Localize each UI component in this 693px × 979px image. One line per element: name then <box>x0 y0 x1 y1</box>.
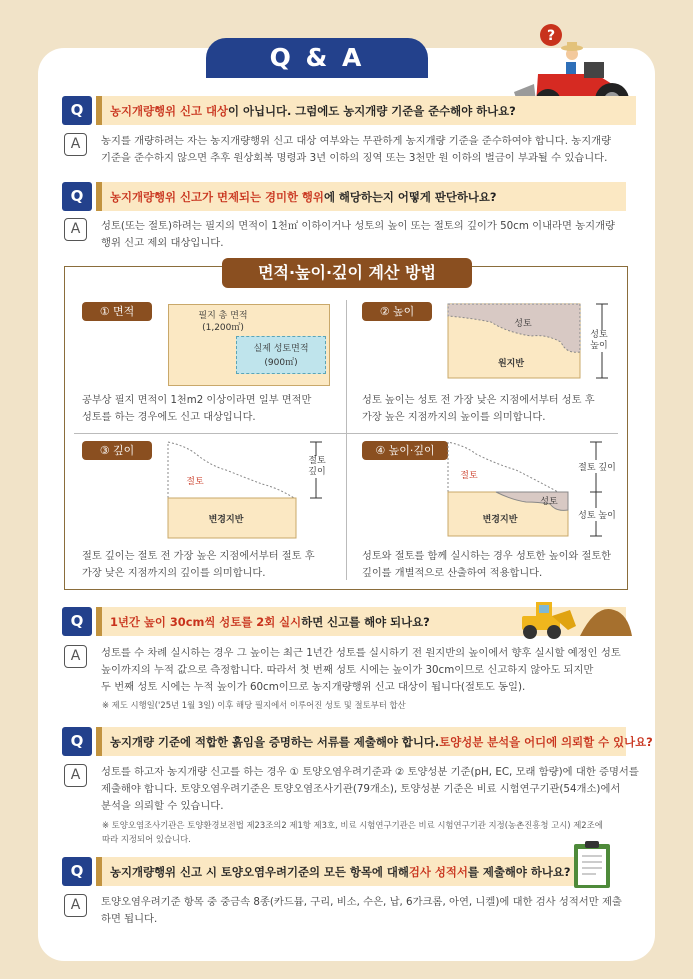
fill-height-measure: 성토 높이 <box>588 330 610 352</box>
a-badge: A <box>64 764 87 787</box>
a-badge: A <box>64 218 87 241</box>
panel-label-height: ② 높이 <box>362 302 432 321</box>
question-highlight: 1년간 높이 30cm씩 성토를 2회 실시 <box>110 614 302 629</box>
answer-line: 토양오염우려기준 항목 중 중금속 8종(카드뮴, 구리, 비소, 수은, 납, 6가크롬, 아연, 니켈)에 대한 검사 성적서만 제출 <box>101 896 622 908</box>
answer-line: 성토(또는 절토)하려는 필지의 면적이 1천㎡ 이하이거나 성토의 높이 또는 절토의 깊이가 50cm 이내라면 농지개량 <box>101 220 615 232</box>
answer-line: 높이까지의 누적 값으로 측정합니다. 따라서 첫 번째 성토 시에는 높이가 30cm이므로 신고하지 않아도 되지만 <box>101 664 594 676</box>
footnote: ※ 토양오염조사기관은 토양환경보전법 제23조의2 제1항 제3호, 비료 시험연구기관은 비료 시험연구기관 지정(농촌진흥청 고시) 제2조에 <box>102 820 603 830</box>
panel-description: 공부상 필지 면적이 1천m2 이상이라면 일부 면적만 <box>82 395 312 406</box>
depth-diagram <box>166 440 336 540</box>
divider <box>346 300 347 580</box>
total-area-value: (1,200㎡) <box>202 323 244 333</box>
question-text: 하면 신고를 해야 되나요? <box>301 614 430 629</box>
question-5 <box>62 857 586 886</box>
a-badge: A <box>64 133 87 156</box>
footnote: 따라 지정되어 있습니다. <box>102 834 191 844</box>
excavator-dirt-icon <box>510 596 632 640</box>
question-2 <box>62 182 626 211</box>
answer-3 <box>64 645 621 696</box>
fill-area-label: 실제 성토면적 <box>253 344 309 354</box>
question-highlight: 토양성분 분석을 어디에 의뢰할 수 있나요? <box>439 734 653 749</box>
clipboard-report-icon <box>572 840 612 890</box>
question-text: 농지개량 기준에 적합한 흙임을 증명하는 서류를 제출해야 합니다. <box>110 734 440 749</box>
answer-line: 기준을 준수하지 않으면 추후 원상회복 명령과 3년 이하의 징역 또는 3천만 원 이하의 벌금이 부과될 수 있습니다. <box>101 152 608 164</box>
answer-4 <box>64 764 639 815</box>
question-text: 농지개량행위 신고 시 토양오염우려기준의 모든 항목에 대해 <box>110 864 409 879</box>
divider <box>74 433 618 434</box>
fill-area-value: (900㎡) <box>264 358 298 368</box>
answer-line: 하면 됩니다. <box>101 913 158 925</box>
ground-label: 변경지반 <box>482 515 518 525</box>
q-badge: Q <box>62 182 92 211</box>
panel-description: 성토와 절토를 함께 실시하는 경우 성토한 높이와 절토한 <box>362 551 612 562</box>
fill-height-measure: 성토 높이 <box>574 508 620 521</box>
panel-description: 성토를 하는 경우에도 신고 대상입니다. <box>82 412 256 423</box>
a-badge: A <box>64 645 87 668</box>
panel-label-depth: ③ 깊이 <box>82 441 152 460</box>
q-badge: Q <box>62 607 92 636</box>
q-badge: Q <box>62 727 92 756</box>
svg-text:?: ? <box>546 28 556 44</box>
answer-line: 성토를 하고자 농지개량 신고를 하는 경우 ① 토양오염우려기준과 ② 토양성분 기준(pH, EC, 모래 함량)에 대한 증명서를 <box>101 766 639 778</box>
question-text: 에 해당하는지 어떻게 판단하나요? <box>323 189 497 204</box>
panel-description: 성토 높이는 성토 전 가장 낮은 지점에서부터 성토 후 <box>362 395 595 406</box>
panel-label-area: ① 면적 <box>82 302 152 321</box>
height-depth-diagram <box>446 440 626 540</box>
answer-2 <box>64 218 615 252</box>
answer-1 <box>64 133 611 167</box>
question-highlight: 농지개량행위 신고 대상 <box>110 103 228 118</box>
answer-line: 두 번째 성토 시에는 누적 높이가 60cm이므로 농지개량행위 신고 대상이 됩니다(절토도 동일). <box>101 681 526 693</box>
panel-label-height-depth: ④ 높이·깊이 <box>362 441 448 460</box>
question-highlight: 검사 성적서 <box>408 864 468 879</box>
a-badge: A <box>64 894 87 917</box>
answer-line: 성토를 수 차례 실시하는 경우 그 높이는 최근 1년간 성토를 실시하기 전 원지반의 높이에서 향후 실시할 예정인 성토 <box>101 647 621 659</box>
fill-label: 성토 <box>540 497 558 507</box>
total-area-label: 필지 총 면적 <box>198 311 248 321</box>
question-text: 이 아닙니다. 그럼에도 농지개량 기준을 준수해야 하나요? <box>227 103 516 118</box>
panel-description: 가장 높은 지점까지의 높이를 의미합니다. <box>362 412 546 423</box>
question-4 <box>62 727 653 756</box>
q-badge: Q <box>62 96 92 125</box>
calculation-title: 면적·높이·깊이 계산 방법 <box>222 258 472 288</box>
footnote: ※ 제도 시행일('25년 1월 3일) 이후 해당 필지에서 이루어진 성토 및 절토부터 합산 <box>102 700 406 710</box>
answer-line: 제출해야 합니다. 토양오염우려기준은 토양오염조사기관(79개소), 토양성분 기준은 비료 시험연구기관(54개소)에서 <box>101 783 621 795</box>
answer-line: 분석을 의뢰할 수 있습니다. <box>101 800 224 812</box>
answer-line: 행위 신고 제외 대상입니다. <box>101 237 224 249</box>
ground-label: 변경지반 <box>208 515 244 525</box>
question-text: 를 제출해야 하나요? <box>467 864 571 879</box>
cut-label: 절토 <box>460 471 478 481</box>
fill-label: 성토 <box>514 319 532 329</box>
panel-description: 절토 깊이는 절토 전 가장 높은 지점에서부터 절토 후 <box>82 551 315 562</box>
answer-line: 농지를 개량하려는 자는 농지개량행위 신고 대상 여부와는 무관하게 농지개량 기준을 준수하여야 합니다. 농지개량 <box>101 135 612 147</box>
page-title: Q & A <box>206 38 428 78</box>
question-1 <box>62 96 636 125</box>
cut-label: 절토 <box>186 477 204 487</box>
ground-label: 원지반 <box>497 359 525 369</box>
panel-description: 가장 낮은 지점까지의 깊이를 의미합니다. <box>82 568 266 579</box>
cut-depth-measure: 절토 깊이 <box>306 456 328 478</box>
q-badge: Q <box>62 857 92 886</box>
answer-5 <box>64 894 622 928</box>
cut-depth-measure: 절토 깊이 <box>574 460 620 473</box>
panel-description: 깊이를 개별적으로 산출하여 적용합니다. <box>362 568 543 579</box>
question-highlight: 농지개량행위 신고가 면제되는 경미한 행위 <box>110 189 324 204</box>
